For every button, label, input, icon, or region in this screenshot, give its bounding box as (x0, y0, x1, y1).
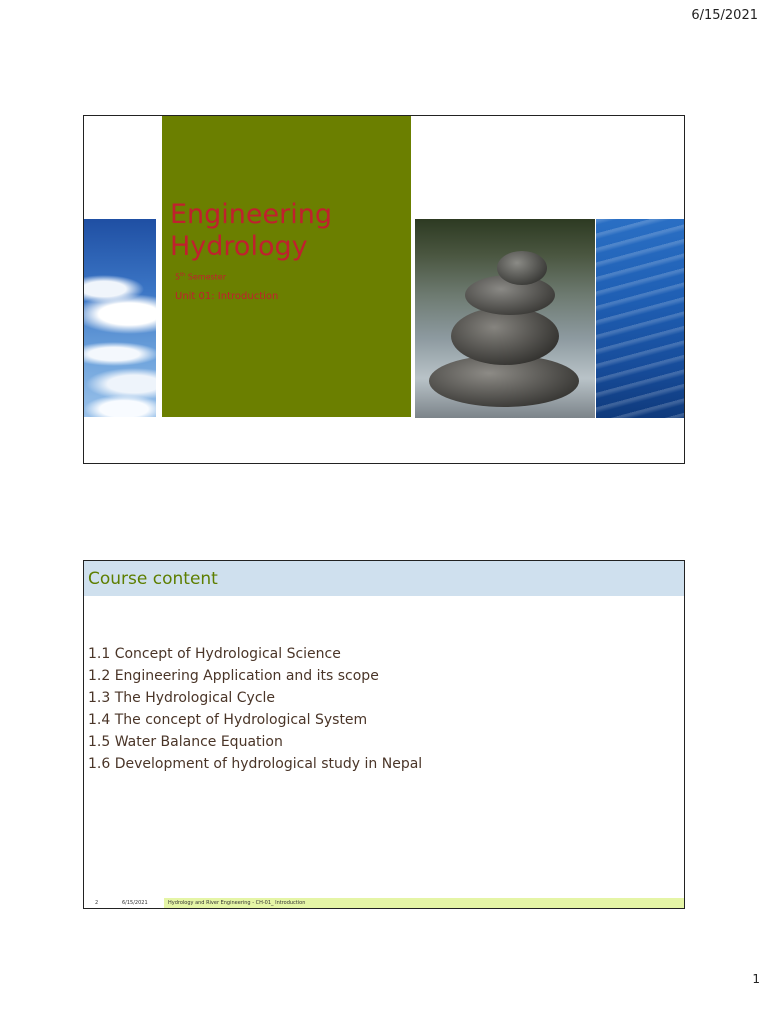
list-item: 1.5 Water Balance Equation (88, 734, 283, 750)
title-slide (83, 115, 685, 464)
unit-label: Unit 01: Introduction (175, 291, 279, 302)
slide-number: 2 (95, 900, 99, 906)
list-item: 1.3 The Hydrological Cycle (88, 690, 276, 706)
course-content-slide (83, 560, 685, 909)
title-panel (162, 116, 411, 417)
semester-word: Semester (187, 272, 227, 282)
footer-date: 6/15/2021 (122, 900, 148, 906)
slide-footer (84, 898, 684, 908)
list-item: 1.6 Development of hydrological study in Nepal (88, 756, 423, 772)
semester-label (175, 272, 226, 282)
stacked-stones-image (415, 219, 595, 418)
list-item: 1.4 The concept of Hydrological System (88, 712, 368, 728)
footer-bar (164, 898, 684, 908)
list-item: 1.2 Engineering Application and its scope (88, 668, 379, 684)
slide-header (84, 561, 684, 596)
stone (497, 251, 547, 285)
footer-text: Hydrology and River Engineering - CH-01_ Introduction (168, 900, 306, 906)
page-date: 6/15/2021 (691, 8, 758, 23)
slide-title: Engineering Hydrology (170, 199, 332, 262)
water-ripples-image (596, 219, 684, 418)
semester-number: 5 (175, 272, 181, 282)
sky-clouds-image (84, 219, 156, 417)
course-topic-list (88, 643, 422, 775)
list-item: 1.1 Concept of Hydrological Science (88, 646, 341, 662)
page-number: 1 (752, 972, 760, 986)
semester-suffix: th (180, 272, 186, 278)
stone (451, 307, 559, 365)
slide-title: Course content (88, 569, 218, 589)
